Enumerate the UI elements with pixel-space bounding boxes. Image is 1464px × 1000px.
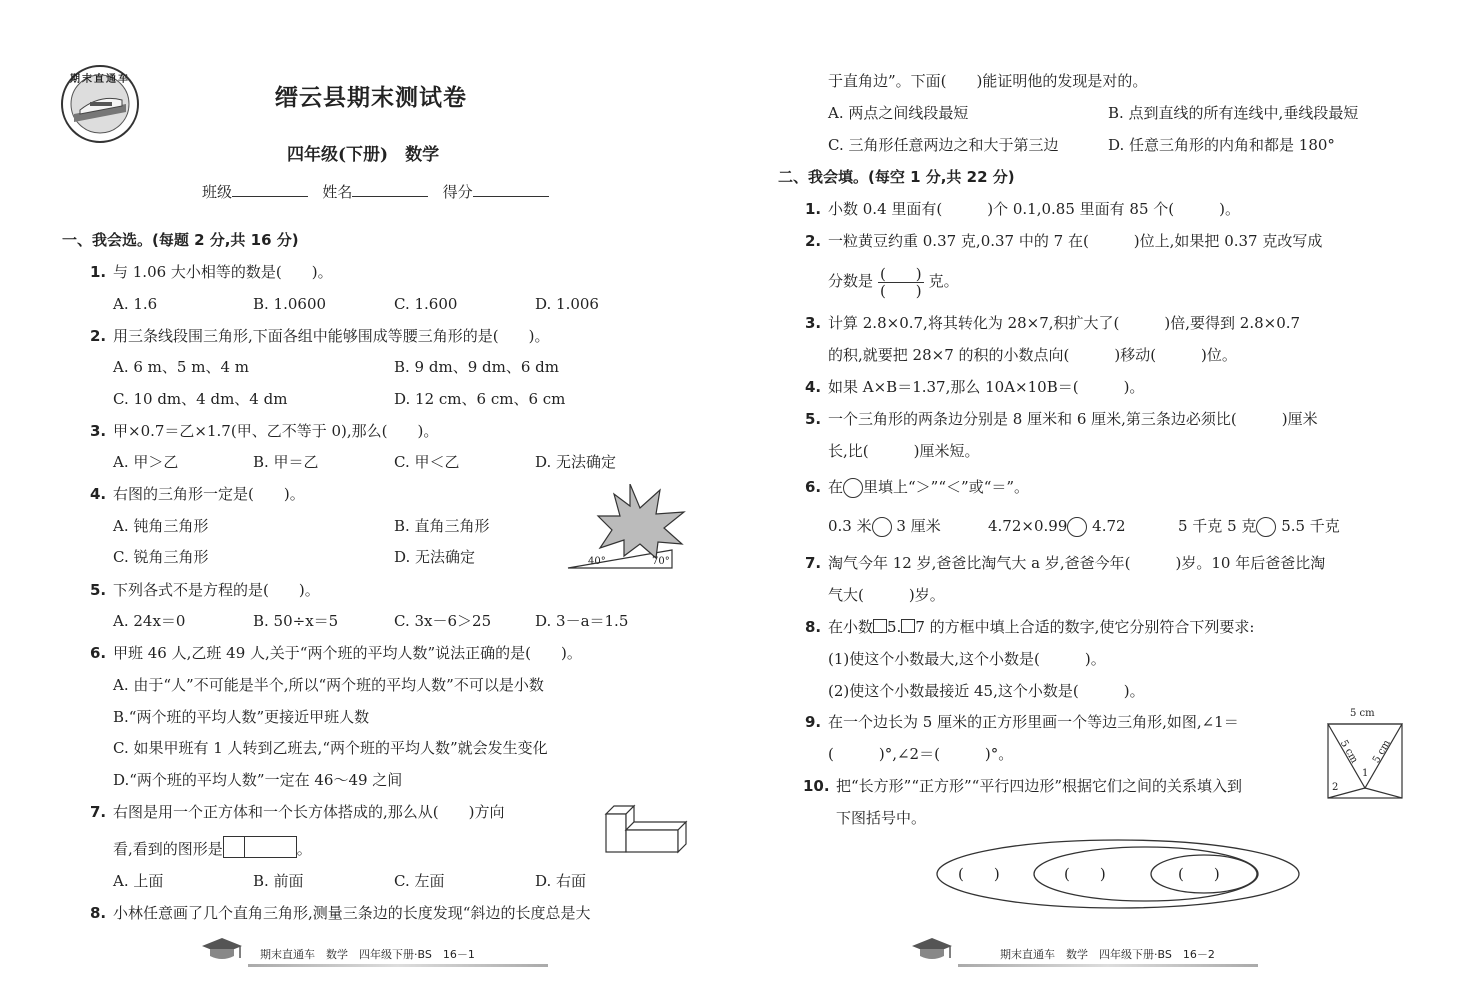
q6-number: 6. bbox=[90, 644, 107, 662]
logo bbox=[60, 64, 140, 144]
class-label: 班级 bbox=[202, 183, 233, 201]
q2-option-c[interactable]: C. 10 dm、4 dm、4 dm bbox=[113, 390, 288, 408]
f6-c2a: 4.72×0.99 bbox=[988, 517, 1068, 535]
q2-stem: 用三条线段围三角形,下面各组中能够围成等腰三角形的是( )。 bbox=[113, 327, 550, 345]
f6-c1b: 3 厘米 bbox=[896, 517, 941, 535]
right-page bbox=[732, 0, 1464, 1000]
f9-top-label: 5 cm bbox=[1350, 708, 1375, 719]
q1-stem: 与 1.06 大小相等的数是( )。 bbox=[113, 263, 333, 281]
starburst-triangle-icon bbox=[560, 484, 690, 572]
f8-number: 8. bbox=[805, 618, 822, 636]
page-subtitle: 四年级(下册) 数学 bbox=[287, 145, 440, 165]
f8-text-c: 7 的方框中填上合适的数字,使它分别符合下列要求: bbox=[915, 618, 1255, 636]
f5-text2: 长,比( )厘米短。 bbox=[828, 442, 980, 460]
q1-option-c[interactable]: C. 1.600 bbox=[394, 295, 458, 313]
q3-option-d[interactable]: D. 无法确定 bbox=[535, 453, 617, 471]
f4-number: 4. bbox=[805, 378, 822, 396]
f3-text: 计算 2.8×0.7,将其转化为 28×7,积扩大了( )倍,要得到 2.8×0.7 bbox=[828, 314, 1301, 332]
cube-cuboid-icon bbox=[604, 800, 690, 856]
f2-fraction bbox=[878, 266, 924, 299]
q5-option-a[interactable]: A. 24x＝0 bbox=[113, 612, 186, 630]
q7-stem: 右图是用一个正方体和一个长方体搭成的,那么从( )方向 bbox=[113, 803, 505, 821]
q3-stem: 甲×0.7＝乙×1.7(甲、乙不等于 0),那么( )。 bbox=[113, 422, 439, 440]
name-field[interactable] bbox=[352, 182, 428, 197]
q7-option-a[interactable]: A. 上面 bbox=[113, 872, 164, 890]
left-footer bbox=[200, 946, 560, 968]
f7-text: 淘气今年 12 岁,爸爸比淘气大 a 岁,爸爸今年( )岁。10 年后爸爸比淘 bbox=[828, 554, 1326, 572]
f6-c2b: 4.72 bbox=[1092, 517, 1126, 535]
footer-bar bbox=[958, 964, 1258, 967]
q1-number: 1. bbox=[90, 263, 107, 281]
f2-text2a: 分数是 bbox=[828, 272, 874, 290]
f10-paren-inner[interactable]: ( ) bbox=[1178, 865, 1220, 883]
left-footer-text: 期末直通车 数学 四年级下册·BS 16－1 bbox=[260, 948, 475, 961]
f2-number: 2. bbox=[805, 232, 822, 250]
f8-sub-2: (2)使这个小数最接近 45,这个小数是( )。 bbox=[828, 682, 1145, 700]
q8-stem: 小林任意画了几个直角三角形,测量三条边的长度发现“斜边的长度总是大 bbox=[113, 904, 591, 922]
circle-blank-icon bbox=[843, 478, 863, 498]
q4-option-a[interactable]: A. 钝角三角形 bbox=[113, 517, 209, 535]
q2-option-d[interactable]: D. 12 cm、6 cm、6 cm bbox=[394, 390, 566, 408]
f10-text2: 下图括号中。 bbox=[836, 809, 927, 827]
f6-number: 6. bbox=[805, 478, 822, 496]
q8-option-c[interactable]: C. 三角形任意两边之和大于第三边 bbox=[828, 136, 1059, 154]
f1-number: 1. bbox=[805, 200, 822, 218]
q6-option-b[interactable]: B.“两个班的平均人数”更接近甲班人数 bbox=[113, 708, 370, 726]
q6-option-a[interactable]: A. 由于“人”不可能是半个,所以“两个班的平均人数”不可以是小数 bbox=[113, 676, 544, 694]
f6-compare-3 bbox=[1178, 516, 1340, 537]
f7-text2: 气大( )岁。 bbox=[828, 586, 945, 604]
f9-figure bbox=[1326, 708, 1406, 800]
f5-text: 一个三角形的两条边分别是 8 厘米和 6 厘米,第三条边必须比( )厘米 bbox=[828, 410, 1318, 428]
q4-number: 4. bbox=[90, 485, 107, 503]
score-field[interactable] bbox=[473, 182, 549, 197]
q1-option-a[interactable]: A. 1.6 bbox=[113, 295, 158, 313]
compare-circle-3[interactable] bbox=[1256, 517, 1276, 537]
logo-text: 期末直通车 bbox=[70, 74, 130, 85]
f1-text: 小数 0.4 里面有( )个 0.1,0.85 里面有 85 个( )。 bbox=[828, 200, 1240, 218]
q4-angle-70: 70° bbox=[652, 556, 670, 567]
q1-option-b[interactable]: B. 1.0600 bbox=[253, 295, 327, 313]
right-footer bbox=[910, 946, 1270, 968]
q8-option-b[interactable]: B. 点到直线的所有连线中,垂线段最短 bbox=[1108, 104, 1359, 122]
info-row bbox=[202, 182, 549, 202]
section-1-heading: 一、我会选。(每题 2 分,共 16 分) bbox=[62, 231, 299, 249]
q6-stem: 甲班 46 人,乙班 49 人,关于“两个班的平均人数”说法正确的是( )。 bbox=[113, 644, 582, 662]
q8-number: 8. bbox=[90, 904, 107, 922]
f10-nested-ellipses bbox=[934, 838, 1304, 912]
graduation-cap-icon bbox=[200, 936, 244, 966]
q4-figure bbox=[560, 484, 690, 572]
q3-option-c[interactable]: C. 甲＜乙 bbox=[394, 453, 460, 471]
f10-number: 10. bbox=[803, 777, 830, 795]
f5-number: 5. bbox=[805, 410, 822, 428]
f6-compare-1 bbox=[828, 516, 941, 537]
q5-option-d[interactable]: D. 3－a＝1.5 bbox=[535, 612, 629, 630]
f10-paren-middle[interactable]: ( ) bbox=[1064, 865, 1106, 883]
f9-text2: ( )°,∠2＝( )°。 bbox=[828, 745, 1014, 763]
q5-stem: 下列各式不是方程的是( )。 bbox=[113, 581, 320, 599]
q6-option-c[interactable]: C. 如果甲班有 1 人转到乙班去,“两个班的平均人数”就会发生变化 bbox=[113, 739, 548, 757]
page-title: 缙云县期末测试卷 bbox=[275, 84, 467, 111]
q7-figure bbox=[604, 800, 690, 856]
f8-text-b: 5. bbox=[887, 618, 902, 636]
q8-option-a[interactable]: A. 两点之间线段最短 bbox=[828, 104, 969, 122]
f9-angle-1: 1 bbox=[1362, 768, 1369, 779]
q5-option-b[interactable]: B. 50÷x＝5 bbox=[253, 612, 339, 630]
f6-text-b: 里填上“＞”“＜”或“＝”。 bbox=[863, 478, 1030, 496]
q2-option-a[interactable]: A. 6 m、5 m、4 m bbox=[113, 358, 249, 376]
class-field[interactable] bbox=[232, 182, 308, 197]
f3-number: 3. bbox=[805, 314, 822, 332]
q6-option-d[interactable]: D.“两个班的平均人数”一定在 46～49 之间 bbox=[113, 771, 403, 789]
q4-option-b[interactable]: B. 直角三角形 bbox=[394, 517, 490, 535]
f10-paren-outer[interactable]: ( ) bbox=[958, 865, 1000, 883]
graduation-cap-icon bbox=[910, 936, 954, 966]
score-label: 得分 bbox=[442, 183, 473, 201]
q4-angle-40: 40° bbox=[588, 556, 606, 567]
q7-number: 7. bbox=[90, 803, 107, 821]
f4-text: 如果 A×B＝1.37,那么 10A×10B＝( )。 bbox=[828, 378, 1145, 396]
q7-option-d[interactable]: D. 右面 bbox=[535, 872, 587, 890]
f6-c3b: 5.5 千克 bbox=[1281, 517, 1340, 535]
right-footer-text: 期末直通车 数学 四年级下册·BS 16－2 bbox=[1000, 948, 1215, 961]
q7-stem2b: 。 bbox=[296, 840, 312, 858]
f9-side-label-1: 5 cm bbox=[1337, 738, 1360, 766]
f9-number: 9. bbox=[805, 713, 822, 731]
q5-option-c[interactable]: C. 3x－6＞25 bbox=[394, 612, 492, 630]
q3-option-a[interactable]: A. 甲＞乙 bbox=[113, 453, 179, 471]
q4-option-d[interactable]: D. 无法确定 bbox=[394, 548, 476, 566]
q4-stem: 右图的三角形一定是( )。 bbox=[113, 485, 305, 503]
f10-text: 把“长方形”“正方形”“平行四边形”根据它们之间的关系填入到 bbox=[836, 777, 1243, 795]
q1-option-d[interactable]: D. 1.006 bbox=[535, 295, 599, 313]
f9-angle-2: 2 bbox=[1332, 782, 1339, 793]
f8-sub-1: (1)使这个小数最大,这个小数是( )。 bbox=[828, 650, 1106, 668]
f9-side-label-2: 5 cm bbox=[1370, 738, 1393, 766]
f3-text2: 的积,就要把 28×7 的积的小数点向( )移动( )位。 bbox=[828, 346, 1237, 364]
q3-option-b[interactable]: B. 甲＝乙 bbox=[253, 453, 319, 471]
f6-compare-2 bbox=[988, 516, 1126, 537]
f6-c3a: 5 千克 5 克 bbox=[1178, 517, 1257, 535]
q8-stem-continued: 于直角边”。下面( )能证明他的发现是对的。 bbox=[828, 72, 1148, 90]
f2-numerator[interactable]: ( ) bbox=[879, 264, 922, 283]
digit-box-1[interactable] bbox=[873, 619, 887, 633]
compare-circle-2[interactable] bbox=[1067, 517, 1087, 537]
digit-box-2[interactable] bbox=[901, 619, 915, 633]
f6-c1a: 0.3 米 bbox=[828, 517, 872, 535]
name-label: 姓名 bbox=[322, 183, 353, 201]
q3-number: 3. bbox=[90, 422, 107, 440]
f9-text: 在一个边长为 5 厘米的正方形里画一个等边三角形,如图,∠1＝ bbox=[828, 713, 1239, 731]
q7-view-figure bbox=[223, 836, 297, 858]
compare-circle-1[interactable] bbox=[872, 517, 892, 537]
f8-text-a: 在小数 bbox=[828, 618, 874, 636]
q5-number: 5. bbox=[90, 581, 107, 599]
f2-denominator[interactable]: ( ) bbox=[879, 281, 922, 300]
q7-stem-line2 bbox=[113, 836, 312, 859]
f8-text bbox=[828, 617, 1254, 637]
q7-stem2a: 看,看到的图形是 bbox=[113, 840, 223, 858]
section-2-heading: 二、我会填。(每空 1 分,共 22 分) bbox=[778, 168, 1015, 186]
q8-option-d[interactable]: D. 任意三角形的内角和都是 180° bbox=[1108, 136, 1335, 154]
f6-text-a: 在 bbox=[828, 478, 844, 496]
q7-option-b[interactable]: B. 前面 bbox=[253, 872, 304, 890]
f7-number: 7. bbox=[805, 554, 822, 572]
f2-text2b: 克。 bbox=[928, 272, 959, 290]
q7-option-c[interactable]: C. 左面 bbox=[394, 872, 445, 890]
f2-text: 一粒黄豆约重 0.37 克,0.37 中的 7 在( )位上,如果把 0.37 克改写成 bbox=[828, 232, 1323, 250]
footer-bar bbox=[248, 964, 548, 967]
q4-option-c[interactable]: C. 锐角三角形 bbox=[113, 548, 209, 566]
q2-option-b[interactable]: B. 9 dm、9 dm、6 dm bbox=[394, 358, 559, 376]
f2-line2 bbox=[828, 264, 959, 300]
f6-text bbox=[828, 477, 1029, 498]
q2-number: 2. bbox=[90, 327, 107, 345]
